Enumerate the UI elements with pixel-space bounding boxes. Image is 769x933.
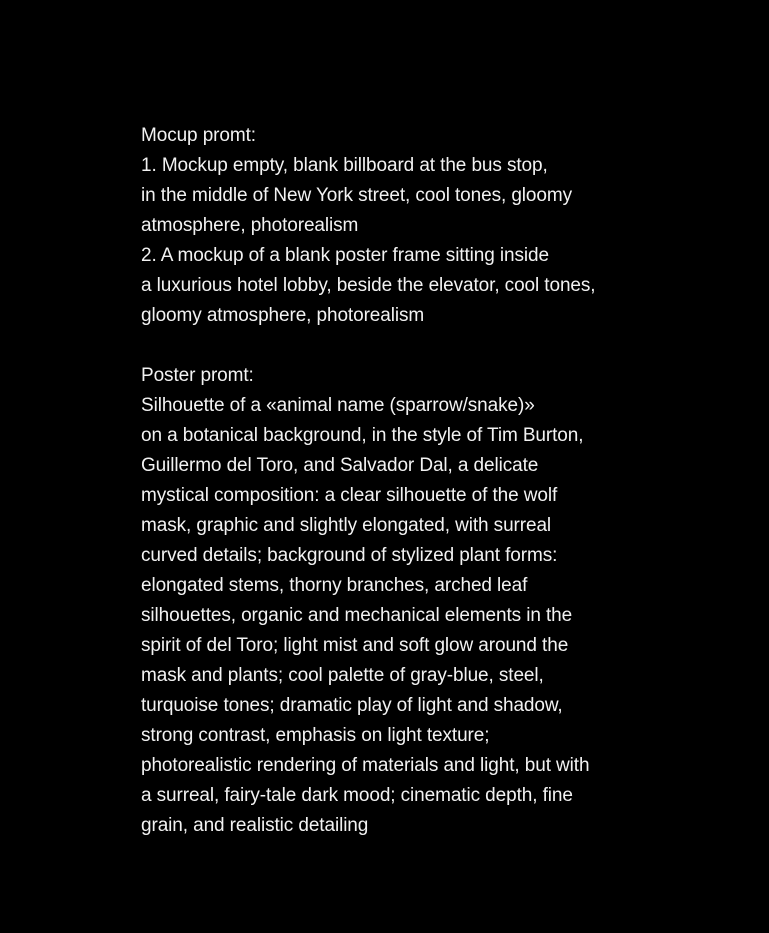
poster-line: on a botanical background, in the style of Tim Burton, [141, 425, 584, 446]
poster-line: silhouettes, organic and mechanical elements in the [141, 605, 573, 626]
poster-line: strong contrast, emphasis on light texture; [141, 725, 490, 746]
poster-line: grain, and realistic detailing [141, 815, 369, 836]
poster-line: mask and plants; cool palette of gray-blue, steel, [141, 665, 544, 686]
mockup-line: a luxurious hotel lobby, beside the elevator, cool tones, [141, 275, 596, 296]
poster-line: spirit of del Toro; light mist and soft glow around the [141, 635, 569, 656]
poster-line: photorealistic rendering of materials and light, but with [141, 755, 590, 776]
poster-line: elongated stems, thorny branches, arched leaf [141, 575, 528, 596]
poster-line: a surreal, fairy-tale dark mood; cinematic depth, fine [141, 785, 573, 806]
mockup-line: in the middle of New York street, cool tones, gloomy [141, 185, 572, 206]
poster-line: curved details; background of stylized plant forms: [141, 545, 558, 566]
poster-line: mystical composition: a clear silhouette of the wolf [141, 485, 558, 506]
paragraph-gap [141, 331, 751, 361]
mockup-line: 2. A mockup of a blank poster frame sitting inside [141, 245, 549, 266]
prompt-text-block [141, 121, 751, 841]
mockup-line: gloomy atmosphere, photorealism [141, 305, 425, 326]
poster-heading: Poster promt: [141, 365, 254, 386]
poster-line: Silhouette of a «animal name (sparrow/snake)» [141, 395, 535, 416]
mockup-line: atmosphere, photorealism [141, 215, 359, 236]
poster-line: turquoise tones; dramatic play of light and shadow, [141, 695, 563, 716]
mockup-heading: Mocup promt: [141, 125, 256, 146]
poster-line: mask, graphic and slightly elongated, with surreal [141, 515, 552, 536]
mockup-line: 1. Mockup empty, blank billboard at the bus stop, [141, 155, 548, 176]
poster-line: Guillermo del Toro, and Salvador Dal, a delicate [141, 455, 539, 476]
